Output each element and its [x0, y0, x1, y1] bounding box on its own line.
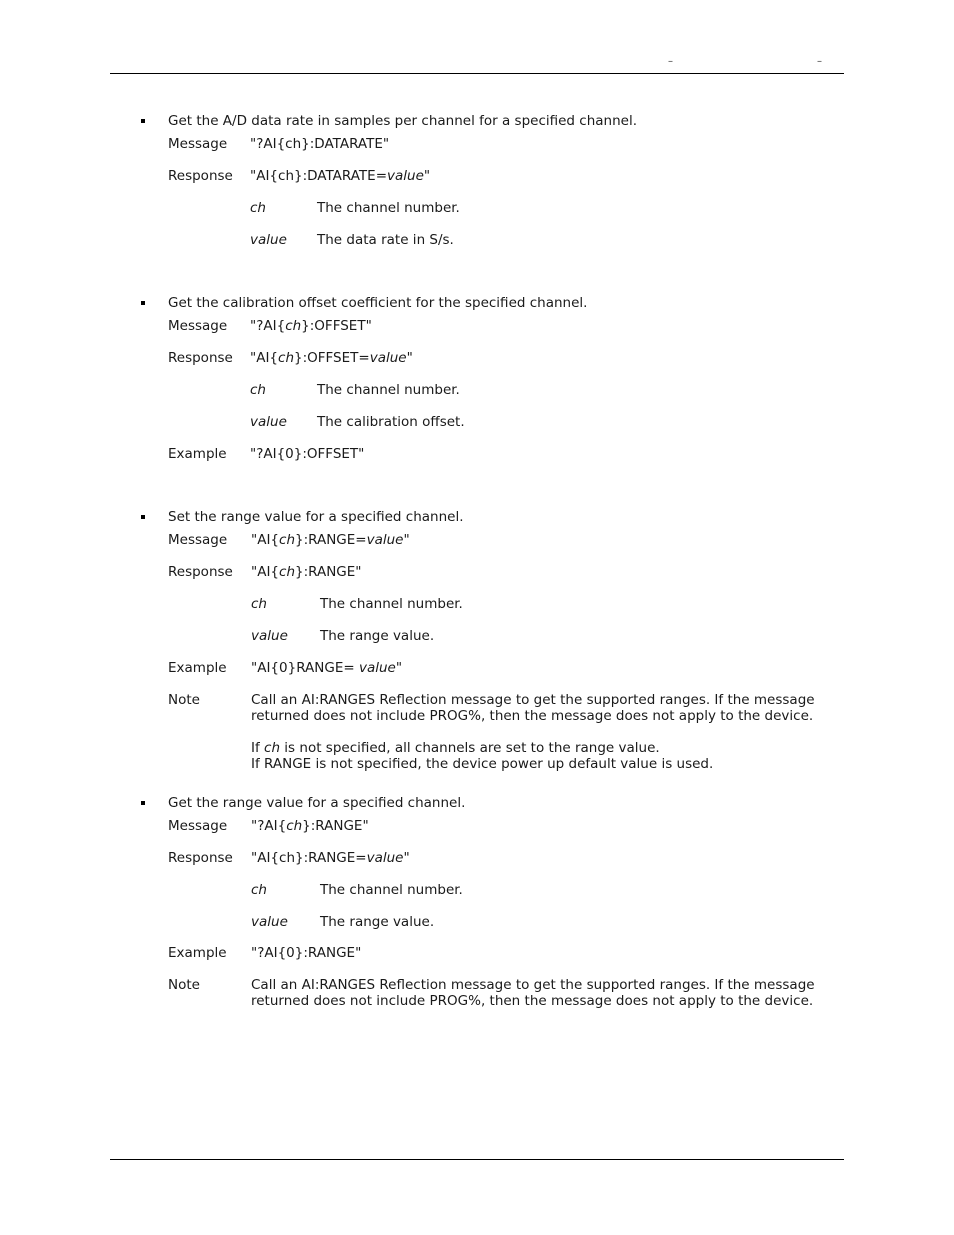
response-value: "AI{ch}:RANGE" — [251, 564, 362, 580]
bullet-icon — [141, 301, 145, 305]
section-intro: Get the range value for a specified channel. — [168, 795, 466, 811]
param-name: ch — [250, 200, 266, 216]
response-label: Response — [168, 850, 233, 866]
example-label: Example — [168, 945, 227, 961]
param-desc: The range value. — [320, 628, 435, 644]
example-label: Example — [168, 446, 227, 462]
message-label: Message — [168, 136, 228, 152]
response-value: "AI{ch}:OFFSET=value" — [250, 350, 413, 366]
param-desc: The channel number. — [317, 200, 460, 216]
param-name: value — [251, 914, 288, 930]
example-value: "?AI{0}:OFFSET" — [250, 446, 365, 462]
bullet-icon — [141, 515, 145, 519]
message-label: Message — [168, 532, 228, 548]
response-value: "AI{ch}:DATARATE=value" — [250, 168, 431, 184]
header-mark-right: – — [817, 56, 822, 67]
example-label: Example — [168, 660, 227, 676]
message-value: "?AI{ch}:OFFSET" — [250, 318, 372, 334]
param-desc: The data rate in S/s. — [317, 232, 454, 248]
param-desc: The range value. — [320, 914, 435, 930]
note-detail: If ch is not specified, all channels are set to the range value. — [251, 740, 660, 756]
param-name: value — [251, 628, 288, 644]
bullet-icon — [141, 801, 145, 805]
param-name: ch — [251, 596, 267, 612]
param-desc: The calibration offset. — [317, 414, 465, 430]
response-value: "AI{ch}:RANGE=value" — [251, 850, 410, 866]
example-value: "AI{0}RANGE= value" — [251, 660, 403, 676]
param-name: value — [250, 414, 287, 430]
message-value: "?AI{ch}:RANGE" — [251, 818, 369, 834]
param-name: value — [250, 232, 287, 248]
header-mark-left: – — [668, 56, 673, 67]
message-label: Message — [168, 318, 228, 334]
section-intro: Get the A/D data rate in samples per channel for a specified channel. — [168, 113, 637, 129]
param-desc: The channel number. — [320, 596, 463, 612]
bullet-icon — [141, 119, 145, 123]
message-value: "AI{ch}:RANGE=value" — [251, 532, 410, 548]
param-name: ch — [251, 882, 267, 898]
message-label: Message — [168, 818, 228, 834]
param-name: ch — [250, 382, 266, 398]
footer-rule — [110, 1159, 844, 1160]
section-intro: Set the range value for a specified channel. — [168, 509, 464, 525]
param-desc: The channel number. — [320, 882, 463, 898]
param-desc: The channel number. — [317, 382, 460, 398]
response-label: Response — [168, 564, 233, 580]
header-rule — [110, 73, 844, 74]
response-label: Response — [168, 168, 233, 184]
message-value: "?AI{ch}:DATARATE" — [250, 136, 390, 152]
note-label: Note — [168, 692, 200, 708]
example-value: "?AI{0}:RANGE" — [251, 945, 362, 961]
response-label: Response — [168, 350, 233, 366]
note-text: Call an AI:RANGES Reflection message to get the supported ranges. If the message returned does not include PROG%, then the message does not apply to the device. — [251, 977, 815, 1009]
note-detail: If RANGE is not specified, the device power up default value is used. — [251, 756, 714, 772]
note-label: Note — [168, 977, 200, 993]
note-text: Call an AI:RANGES Reflection message to get the supported ranges. If the message returned does not include PROG%, then the message does not apply to the device. — [251, 692, 815, 724]
section-intro: Get the calibration offset coefficient for the specified channel. — [168, 295, 588, 311]
